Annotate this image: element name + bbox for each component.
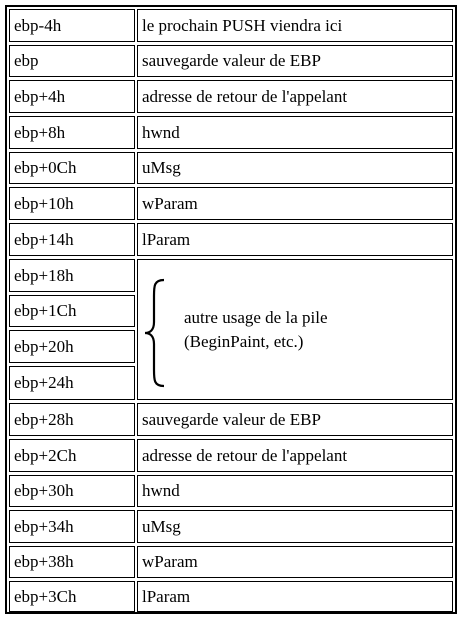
offset-cell: ebp [9, 45, 135, 77]
merged-line-1: autre usage de la pile [184, 308, 328, 327]
description-cell: lParam [137, 581, 453, 612]
description-cell: wParam [137, 546, 453, 578]
offset-cell: ebp+10h [9, 187, 135, 220]
description-cell: uMsg [137, 510, 453, 543]
description-cell: wParam [137, 187, 453, 220]
description-cell: sauvegarde valeur de EBP [137, 45, 453, 77]
description-cell: le prochain PUSH viendra ici [137, 9, 453, 42]
offset-cell: ebp+0Ch [9, 152, 135, 184]
description-cell: uMsg [137, 152, 453, 184]
offset-cell: ebp+20h [9, 330, 135, 363]
offset-cell: ebp+14h [9, 223, 135, 256]
offset-cell: ebp+38h [9, 546, 135, 578]
merged-description-cell [137, 259, 453, 400]
offset-cell: ebp+1Ch [9, 295, 135, 327]
offset-cell: ebp+8h [9, 116, 135, 149]
offset-cell: ebp+2Ch [9, 439, 135, 472]
description-cell: hwnd [137, 116, 453, 149]
offset-cell: ebp+4h [9, 80, 135, 113]
offset-cell: ebp+28h [9, 403, 135, 436]
stack-frame-table [5, 5, 457, 614]
offset-cell: ebp-4h [9, 9, 135, 42]
description-cell: hwnd [137, 475, 453, 507]
merged-line-2: (BeginPaint, etc.) [184, 332, 304, 351]
description-cell: adresse de retour de l'appelant [137, 439, 453, 472]
description-cell: sauvegarde valeur de EBP [137, 403, 453, 436]
description-cell: adresse de retour de l'appelant [137, 80, 453, 113]
offset-cell: ebp+34h [9, 510, 135, 543]
offset-cell: ebp+24h [9, 366, 135, 400]
merged-description-text [184, 306, 328, 354]
curly-brace-icon [142, 278, 168, 388]
description-cell: lParam [137, 223, 453, 256]
offset-cell: ebp+18h [9, 259, 135, 292]
offset-cell: ebp+30h [9, 475, 135, 507]
offset-cell: ebp+3Ch [9, 581, 135, 612]
